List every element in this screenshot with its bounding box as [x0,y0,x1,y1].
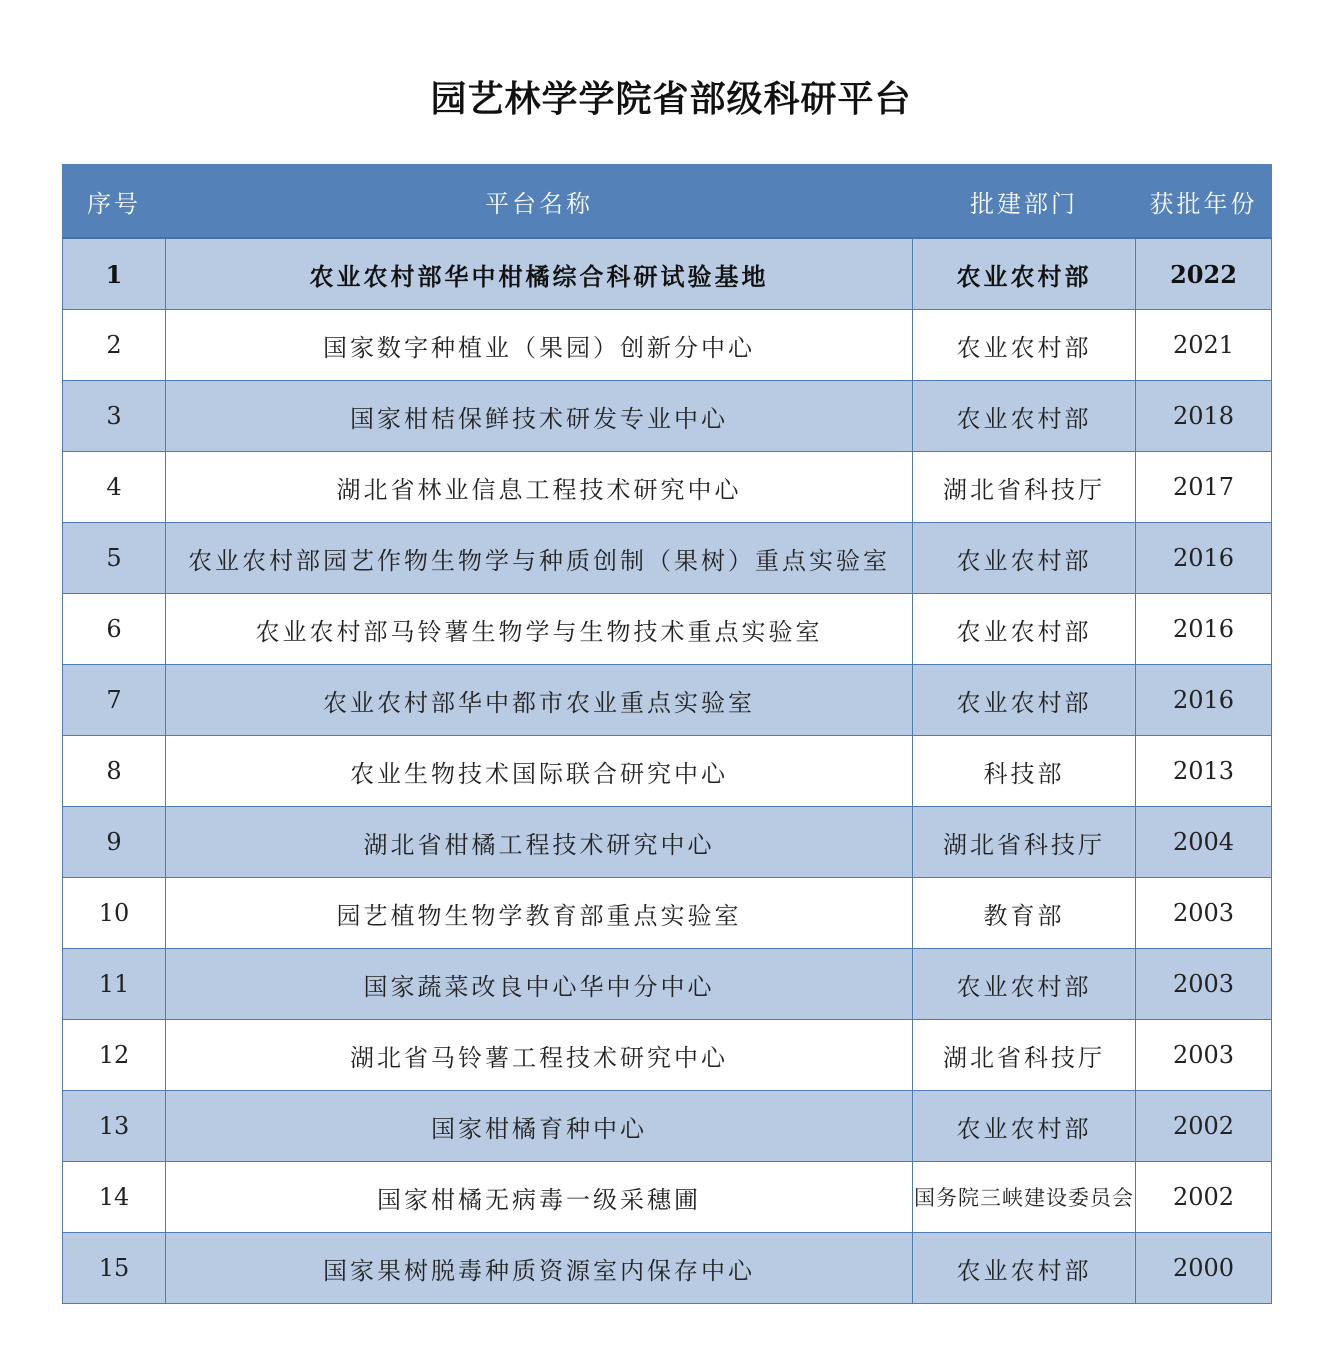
row-year: 2002 [1136,1091,1272,1162]
table-row [63,381,1272,452]
table-row [63,238,1272,310]
row-index: 6 [63,594,166,665]
row-index: 3 [63,381,166,452]
row-index: 11 [63,949,166,1020]
row-department: 农业农村部 [913,665,1136,736]
row-name: 国家蔬菜改良中心华中分中心 [166,949,913,1020]
row-index: 10 [63,878,166,949]
row-department: 农业农村部 [913,1233,1136,1304]
header-department: 批建部门 [913,165,1136,239]
header-index: 序号 [63,165,166,239]
row-department: 湖北省科技厅 [913,1020,1136,1091]
table-row [63,594,1272,665]
row-name: 园艺植物生物学教育部重点实验室 [166,878,913,949]
row-year: 2016 [1136,523,1272,594]
row-index: 2 [63,310,166,381]
row-department: 农业农村部 [913,523,1136,594]
table-row [63,310,1272,381]
row-name: 农业农村部园艺作物生物学与种质创制（果树）重点实验室 [166,523,913,594]
row-name: 国家果树脱毒种质资源室内保存中心 [166,1233,913,1304]
row-name: 国家柑桔保鲜技术研发专业中心 [166,381,913,452]
table-row [63,736,1272,807]
row-name: 湖北省马铃薯工程技术研究中心 [166,1020,913,1091]
table-row [63,807,1272,878]
row-year: 2003 [1136,949,1272,1020]
table-row [63,452,1272,523]
row-department: 湖北省科技厅 [913,452,1136,523]
row-index: 5 [63,523,166,594]
row-index: 4 [63,452,166,523]
row-year: 2018 [1136,381,1272,452]
row-year: 2021 [1136,310,1272,381]
row-name: 农业农村部华中都市农业重点实验室 [166,665,913,736]
platform-table [62,164,1272,1304]
row-index: 1 [63,238,166,310]
row-year: 2016 [1136,665,1272,736]
row-department: 农业农村部 [913,949,1136,1020]
row-department: 农业农村部 [913,238,1136,310]
row-department: 农业农村部 [913,1091,1136,1162]
row-department: 农业农村部 [913,381,1136,452]
row-year: 2002 [1136,1162,1272,1233]
row-year: 2000 [1136,1233,1272,1304]
table-row [63,1091,1272,1162]
table-header-row [63,165,1272,239]
row-name: 农业农村部马铃薯生物学与生物技术重点实验室 [166,594,913,665]
header-name: 平台名称 [166,165,913,239]
row-name: 农业农村部华中柑橘综合科研试验基地 [166,238,913,310]
row-department: 农业农村部 [913,310,1136,381]
page-title: 园艺林学学院省部级科研平台 [430,78,912,120]
row-year: 2013 [1136,736,1272,807]
table-row [63,523,1272,594]
row-year: 2003 [1136,1020,1272,1091]
row-name: 国家柑橘无病毒一级采穗圃 [166,1162,913,1233]
row-year: 2017 [1136,452,1272,523]
row-year: 2022 [1136,238,1272,310]
row-index: 15 [63,1233,166,1304]
table-row [63,1162,1272,1233]
row-department: 教育部 [913,878,1136,949]
header-year: 获批年份 [1136,165,1272,239]
row-department: 湖北省科技厅 [913,807,1136,878]
row-index: 7 [63,665,166,736]
row-index: 12 [63,1020,166,1091]
row-name: 湖北省柑橘工程技术研究中心 [166,807,913,878]
table-row [63,1233,1272,1304]
row-name: 湖北省林业信息工程技术研究中心 [166,452,913,523]
table-row [63,1020,1272,1091]
row-department: 农业农村部 [913,594,1136,665]
row-year: 2016 [1136,594,1272,665]
row-name: 国家数字种植业（果园）创新分中心 [166,310,913,381]
table-row [63,878,1272,949]
row-year: 2004 [1136,807,1272,878]
row-year: 2003 [1136,878,1272,949]
row-index: 13 [63,1091,166,1162]
row-index: 8 [63,736,166,807]
table-row [63,665,1272,736]
row-department: 科技部 [913,736,1136,807]
row-index: 14 [63,1162,166,1233]
row-department: 国务院三峡建设委员会 [913,1162,1136,1233]
row-name: 农业生物技术国际联合研究中心 [166,736,913,807]
row-index: 9 [63,807,166,878]
row-name: 国家柑橘育种中心 [166,1091,913,1162]
table-row [63,949,1272,1020]
